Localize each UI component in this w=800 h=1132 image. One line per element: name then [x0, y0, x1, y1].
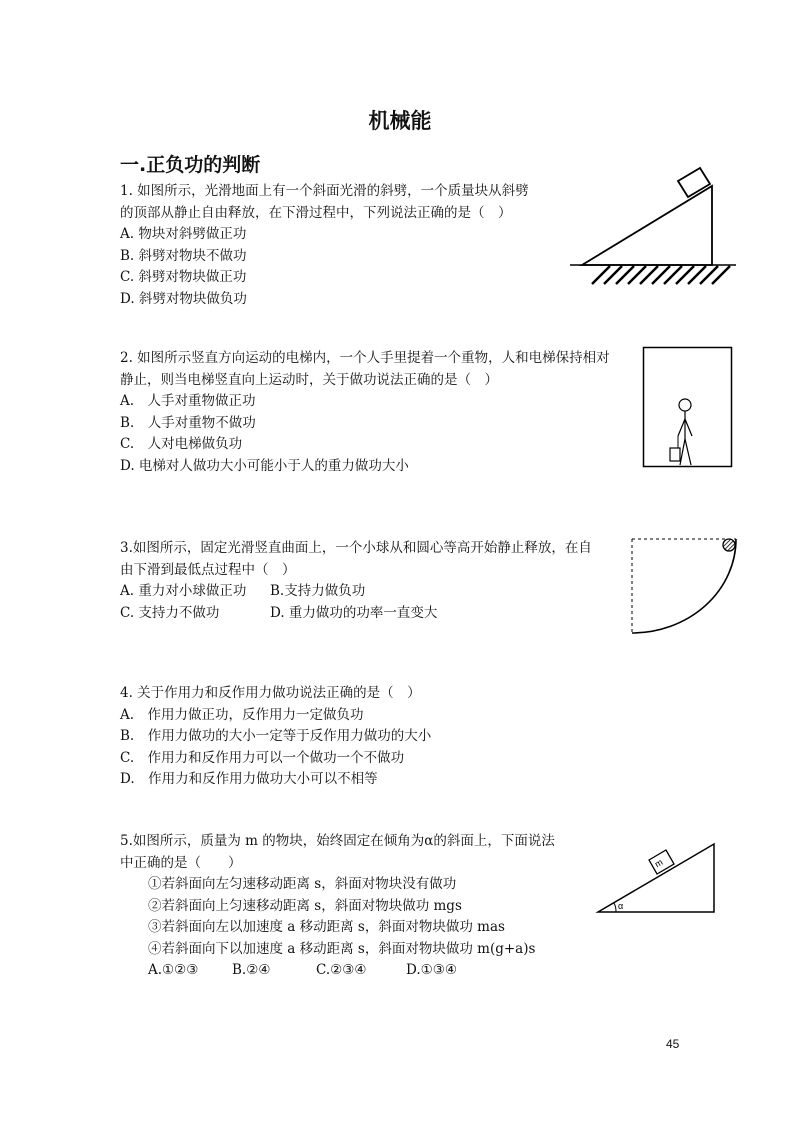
question-5: [120, 831, 555, 982]
question-4-line: 4. 关于作用力和反作用力做功说法正确的是（ ）: [120, 685, 421, 701]
curved-track-figure: [626, 533, 746, 638]
question-3-line: 3.如图所示，固定光滑竖直曲面上，一个小球从和圆心等高开始静止释放，在自: [120, 540, 592, 556]
elevator-figure: [643, 347, 733, 468]
question-5-line: 5.如图所示，质量为 m 的物块，始终固定在倾角为α的斜面上，下面说法: [120, 833, 555, 849]
choice-d: D.①③④: [406, 962, 457, 978]
option-a: A. 重力对小球做正功: [120, 583, 247, 599]
block-label: m: [653, 856, 665, 870]
question-3: [120, 538, 592, 624]
option-c: C. 作用力和反作用力可以一个做功一个不做功: [120, 749, 405, 766]
question-4: [120, 683, 431, 791]
option-c: C. 人对电梯做负功: [120, 436, 243, 452]
choice-c: C.②③④: [316, 962, 367, 978]
question-2: [120, 348, 610, 477]
question-2-line: 静止，则当电梯竖直向上运动时，关于做功说法正确的是（ ）: [120, 371, 498, 388]
option-b: B.支持力做负功: [270, 583, 366, 599]
statement-3: ③若斜面向左以加速度 a 移动距离 s，斜面对物块做功 mas: [148, 919, 505, 935]
wedge-figure: [570, 168, 740, 288]
question-1: [120, 181, 529, 310]
option-c: C. 斜劈对物块做正功: [120, 269, 247, 285]
option-d: D. 重力做功的功率一直变大: [270, 604, 438, 621]
option-d: D. 斜劈对物块做负功: [120, 290, 247, 307]
option-d: D. 作用力和反作用力做功大小可以不相等: [120, 771, 378, 787]
option-b: B. 斜劈对物块不做功: [120, 247, 247, 264]
question-1-line: 1. 如图所示，光滑地面上有一个斜面光滑的斜劈，一个质量块从斜劈: [120, 183, 529, 199]
question-1-line: 的顶部从静止自由释放，在下滑过程中，下列说法正确的是（ ）: [120, 204, 512, 221]
choice-a: A.①②③: [148, 962, 199, 978]
question-5-line: 中正确的是（ ）: [120, 854, 242, 871]
page-number: 45: [666, 1037, 680, 1051]
option-a: A. 作用力做正功，反作用力一定做负功: [120, 706, 364, 723]
incline-block-figure: [596, 840, 721, 915]
section-heading: 一.正负功的判断: [120, 154, 261, 176]
option-b: B. 作用力做功的大小一定等于反作用力做功的大小: [120, 728, 432, 744]
choice-b: B.②④: [232, 962, 271, 978]
angle-label: α: [618, 901, 624, 911]
statement-4: ④若斜面向下以加速度 a 移动距离 s，斜面对物块做功 m(g+a)s: [148, 940, 536, 957]
option-b: B. 人手对重物不做功: [120, 414, 256, 431]
option-d: D. 电梯对人做功大小可能小于人的重力做功大小: [120, 457, 409, 474]
statement-2: ②若斜面向上匀速移动距离 s，斜面对物块做功 mgs: [148, 897, 462, 914]
statement-1: ①若斜面向左匀速移动距离 s，斜面对物块没有做功: [148, 876, 457, 892]
option-a: A. 人手对重物做正功: [120, 393, 256, 409]
question-3-line: 由下滑到最低点过程中（ ）: [120, 561, 296, 578]
page-title: 机械能: [368, 109, 432, 133]
option-c: C. 支持力不做功: [120, 604, 220, 621]
question-2-line: 2. 如图所示竖直方向运动的电梯内，一个人手里提着一个重物，人和电梯保持相对: [120, 350, 610, 366]
option-a: A. 物块对斜劈做正功: [120, 226, 247, 242]
